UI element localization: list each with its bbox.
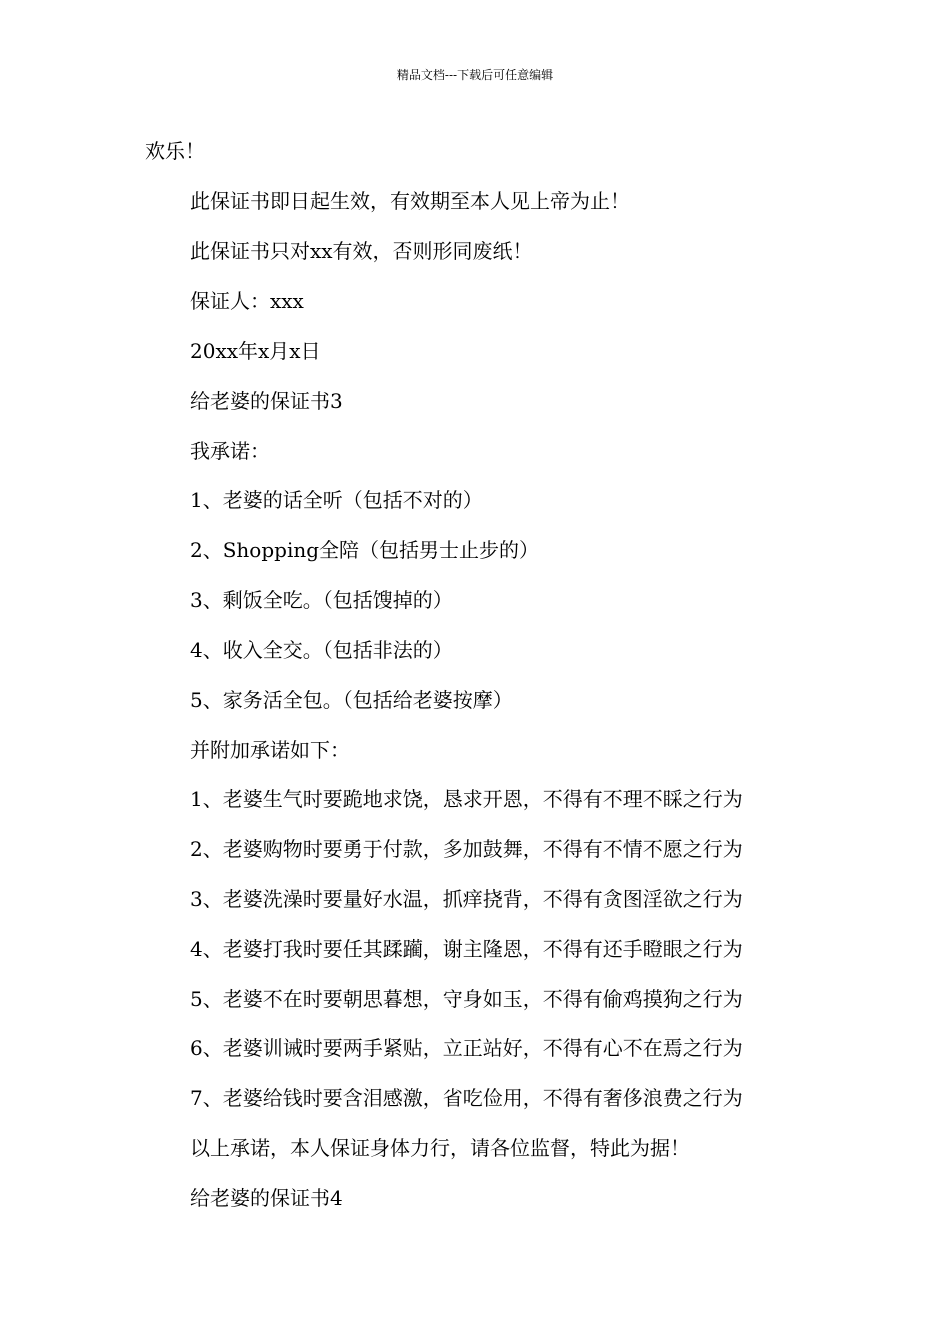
list-item: 3、老婆洗澡时要量好水温，抓痒挠背，不得有贪图淫欲之行为 <box>190 887 743 911</box>
section-title: 给老婆的保证书4 <box>190 1186 343 1210</box>
list-item: 7、老婆给钱时要含泪感激，省吃俭用，不得有奢侈浪费之行为 <box>190 1086 743 1110</box>
list-item: 3、剩饭全吃。（包括馊掉的） <box>190 588 453 612</box>
list-item: 6、老婆训诫时要两手紧贴，立正站好，不得有心不在焉之行为 <box>190 1036 743 1060</box>
text-line: 保证人：xxx <box>190 289 304 313</box>
text-line: 此保证书即日起生效，有效期至本人见上帝为止！ <box>190 189 630 213</box>
list-item: 4、老婆打我时要任其蹂躏，谢主隆恩，不得有还手瞪眼之行为 <box>190 937 743 961</box>
list-item: 5、老婆不在时要朝思暮想，守身如玉，不得有偷鸡摸狗之行为 <box>190 987 743 1011</box>
text-line: 此保证书只对xx有效，否则形同废纸！ <box>190 239 533 263</box>
text-line: 以上承诺，本人保证身体力行，请各位监督，特此为据！ <box>190 1136 690 1160</box>
text-line: 欢乐！ <box>145 139 205 163</box>
section-title: 给老婆的保证书3 <box>190 389 343 413</box>
page-header: 精品文档---下载后可任意编辑 <box>396 68 554 82</box>
list-item: 1、老婆生气时要跪地求饶，恳求开恩，不得有不理不睬之行为 <box>190 787 743 811</box>
list-item: 2、Shopping全陪（包括男士止步的） <box>190 538 540 562</box>
text-line: 我承诺： <box>190 439 270 463</box>
list-item: 5、家务活全包。（包括给老婆按摩） <box>190 688 513 712</box>
list-item: 2、老婆购物时要勇于付款，多加鼓舞，不得有不情不愿之行为 <box>190 837 743 861</box>
text-line: 20xx年x月x日 <box>190 339 321 363</box>
text-line: 并附加承诺如下： <box>190 738 350 762</box>
list-item: 4、收入全交。（包括非法的） <box>190 638 453 662</box>
list-item: 1、老婆的话全听（包括不对的） <box>190 488 483 512</box>
